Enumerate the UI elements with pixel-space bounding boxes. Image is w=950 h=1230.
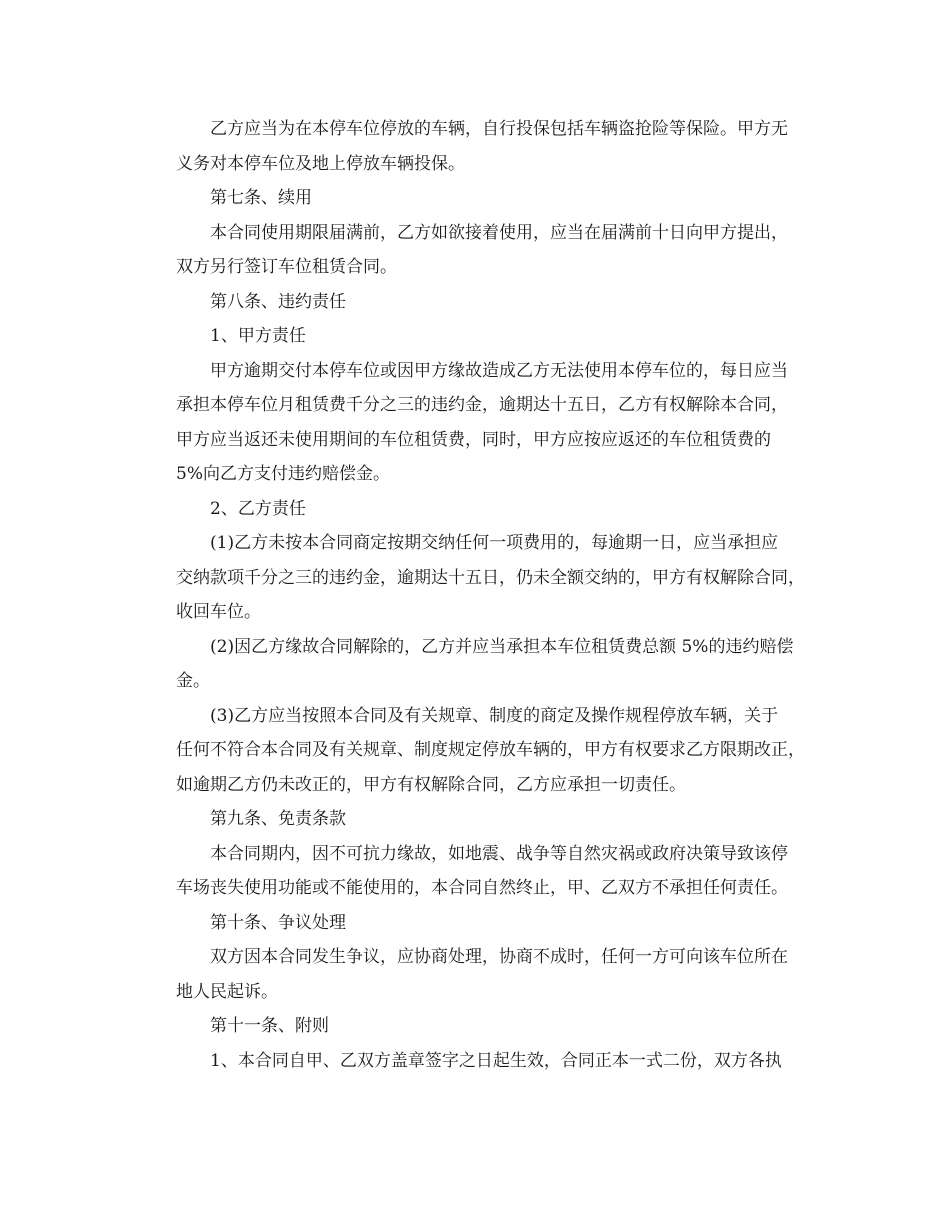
text-line: 本合同期内，因不可抗力缘故，如地震、战争等自然灾祸或政府决策导致该停 (210, 843, 788, 864)
text-line: 交纳款项千分之三的违约金，逾期达十五日，仍未全额交纳的，甲方有权解除合同， (176, 567, 805, 588)
section-heading-article-8 (142, 285, 824, 320)
text-line: 第七条、续用 (210, 188, 312, 208)
text-line: 乙方应当为在本停车位停放的车辆，自行投保包括车辆盗抢险等保险。甲方无 (210, 119, 788, 139)
text-line: 甲方逾期交付本停车位或因甲方缘故造成乙方无法使用本停车位的，每日应当 (210, 360, 788, 381)
paragraph-dispute (142, 940, 824, 1009)
document-body (142, 112, 824, 1078)
paragraph-party-b-item-2 (142, 630, 824, 699)
section-heading-article-10 (142, 906, 824, 941)
paragraph-party-b-item-3 (142, 699, 824, 803)
text-line: 如逾期乙方仍未改正的，甲方有权解除合同，乙方应承担一切责任。 (176, 774, 686, 795)
paragraph-force-majeure (142, 837, 824, 906)
text-line: 双方因本合同发生争议，应协商处理，协商不成时，任何一方可向该车位所在 (210, 947, 788, 967)
text-line: 义务对本停车位及地上停放车辆投保。 (176, 153, 465, 174)
section-heading-article-9 (142, 802, 824, 837)
text-line: 1、甲方责任 (210, 326, 306, 346)
paragraph-party-b-item-1 (142, 526, 824, 630)
text-line: 本合同使用期限届满前，乙方如欲接着使用，应当在届满前十日向甲方提出， (210, 222, 788, 243)
paragraph-party-a-liability (142, 354, 824, 492)
paragraph-insurance (142, 112, 824, 181)
text-line: 车场丧失使用功能或不能使用的，本合同自然终止，甲、乙双方不承担任何责任。 (176, 878, 788, 898)
section-heading-article-7 (142, 181, 824, 216)
paragraph-supplementary-1 (142, 1044, 824, 1079)
text-line: 承担本停车位月租赁费千分之三的违约金，逾期达十五日，乙方有权解除本合同， (176, 395, 788, 415)
subheading-party-b (142, 492, 824, 527)
paragraph-renewal (142, 216, 824, 285)
text-line: (1)乙方未按本合同商定按期交纳任何一项费用的，每逾期一日，应当承担应 (210, 533, 779, 553)
text-line: 双方另行签订车位租赁合同。 (176, 257, 397, 277)
text-line: 第十条、争议处理 (210, 912, 346, 933)
text-line: 任何不符合本合同及有关规章、制度规定停放车辆的，甲方有权要求乙方限期改正， (176, 740, 805, 760)
subheading-party-a (142, 319, 824, 354)
text-line: 第十一条、附则 (210, 1016, 329, 1036)
text-line: 2、乙方责任 (210, 498, 306, 519)
text-line: 1、本合同自甲、乙双方盖章签字之日起生效，合同正本一式二份，双方各执 (210, 1050, 782, 1071)
text-line: 5%向乙方支付违约赔偿金。 (176, 464, 390, 484)
text-line: 甲方应当返还未使用期间的车位租赁费，同时，甲方应按应返还的车位租赁费的 (176, 429, 771, 450)
text-line: 金。 (176, 671, 210, 691)
text-line: 地人民起诉。 (176, 981, 278, 1002)
section-heading-article-11 (142, 1009, 824, 1044)
text-line: (3)乙方应当按照本合同及有关规章、制度的商定及操作规程停放车辆，关于 (210, 705, 779, 726)
text-line: (2)因乙方缘故合同解除的，乙方并应当承担本车位租赁费总额 5%的违约赔偿 (210, 636, 794, 657)
text-line: 第八条、违约责任 (210, 291, 346, 312)
text-line: 第九条、免责条款 (210, 809, 346, 829)
text-line: 收回车位。 (176, 602, 261, 622)
